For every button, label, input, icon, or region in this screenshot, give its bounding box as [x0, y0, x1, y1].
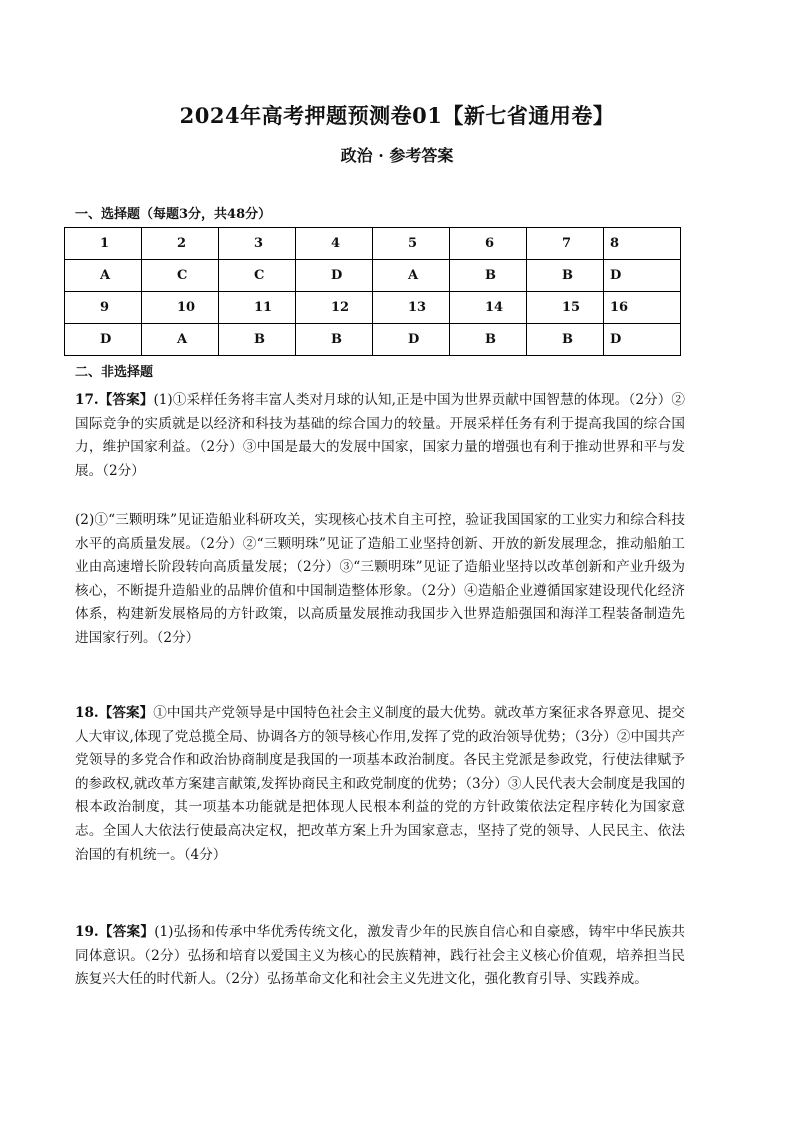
question-number-cell: 1	[65, 228, 142, 260]
q18-text: ①中国共产党领导是中国特色社会主义制度的最大优势。就改革方案征求各界意见、提交人大审议,体现了党总揽全局、协调各方的领导核心作用,发挥了党的政治领导优势；（3分）②中国共产党领导的多党合作和政治协商制度是我国的一项基本政治制度。各民主党派是参政党，行使法律赋予的参政权,就改革方案建言献策,发挥协商民主和政党制度的优势；（3分）③人民代表大会制度是我国的根本政治制度，其一项基本功能就是把体现人民根本利益的党的方针政策依法定程序转化为国家意志。全国人大依法行使最高决定权，把改革方案上升为国家意志，坚持了党的领导、人民民主、依法治国的有机统一。（4分）	[75, 705, 686, 863]
question-number-cell: 14	[450, 292, 527, 324]
answer-cell: B	[296, 324, 373, 356]
q17-part2-text: (2)①“三颗明珠”见证造船业科研攻关，实现核心技术自主可控，验证我国国家的工业实力和综合科技水平的高质量发展。（2分）②“三颗明珠”见证了造船工业坚持创新、开放的新发展理念，推动船舶工业由高速增长阶段转向高质量发展；（2分）③“三颗明珠”见证了造船业坚持以改革创新和产业升级为核心，不断提升造船业的品牌价值和中国制造整体形象。（2分）④造船企业遵循国家建设现代化经济体系，构建新发展格局的方针政策，以高质量发展推动我国步入世界造船强国和海洋工程装备制造先进国家行列。（2分）	[75, 512, 685, 646]
question-number-cell: 10	[142, 292, 219, 324]
question-number-cell: 15	[527, 292, 604, 324]
section-heading-nonchoice: 二、非选择题	[75, 365, 154, 380]
section-heading-choice: 一、选择题（每题3分，共48分）	[75, 207, 272, 222]
q17-answer-part2	[75, 509, 685, 651]
answer-cell: D	[604, 324, 681, 356]
question-number-cell: 11	[219, 292, 296, 324]
answer-row	[65, 324, 681, 356]
q17-label: 17.【答案】	[75, 392, 154, 408]
question-number-cell: 7	[527, 228, 604, 260]
question-number-cell: 8	[604, 228, 681, 260]
answer-row	[65, 260, 681, 292]
q19-text: (1)弘扬和传承中华优秀传统文化，激发青少年的民族自信心和自豪感，铸牢中华民族共同体意识。（2分）弘扬和培育以爱国主义为核心的民族精神，践行社会主义核心价值观，培养担当民族复兴大任的时代新人。（2分）弘扬革命文化和社会主义先进文化，强化教育引导、实践养成。	[75, 924, 685, 988]
page-title: 2024年高考押题预测卷01【新七省通用卷】	[179, 103, 615, 128]
question-number-row	[65, 292, 681, 324]
answer-cell: B	[450, 260, 527, 292]
answer-table	[64, 227, 681, 356]
question-number-cell: 13	[373, 292, 450, 324]
q18-answer	[75, 702, 685, 867]
answer-cell: D	[373, 324, 450, 356]
answer-cell: D	[65, 324, 142, 356]
question-number-cell: 16	[604, 292, 681, 324]
answer-cell: C	[219, 260, 296, 292]
q19-label: 19.【答案】	[75, 924, 155, 940]
q18-label: 18.【答案】	[75, 705, 154, 721]
answer-cell: B	[450, 324, 527, 356]
page-subtitle: 政治 · 参考答案	[340, 146, 454, 165]
answer-cell: A	[65, 260, 142, 292]
answer-cell: B	[527, 260, 604, 292]
answer-cell: D	[296, 260, 373, 292]
question-number-cell: 2	[142, 228, 219, 260]
q19-answer	[75, 921, 685, 992]
question-number-cell: 6	[450, 228, 527, 260]
question-number-cell: 5	[373, 228, 450, 260]
answer-cell: B	[219, 324, 296, 356]
question-number-cell: 9	[65, 292, 142, 324]
answer-cell: B	[527, 324, 604, 356]
q17-part1-text: (1)①采样任务将丰富人类对月球的认知,正是中国为世界贡献中国智慧的体现。（2分）②国际竞争的实质就是以经济和科技为基础的综合国力的较量。开展采样任务有利于提高我国的综合国力，维护国家利益。（2分）③中国是最大的发展中国家，国家力量的增强也有利于推动世界和平与发展。（2分）	[75, 392, 685, 479]
answer-cell: A	[142, 324, 219, 356]
question-number-row	[65, 228, 681, 260]
question-number-cell: 12	[296, 292, 373, 324]
question-number-cell: 3	[219, 228, 296, 260]
answer-cell: D	[604, 260, 681, 292]
answer-cell: A	[373, 260, 450, 292]
answer-cell: C	[142, 260, 219, 292]
q17-answer-part1	[75, 389, 685, 483]
question-number-cell: 4	[296, 228, 373, 260]
